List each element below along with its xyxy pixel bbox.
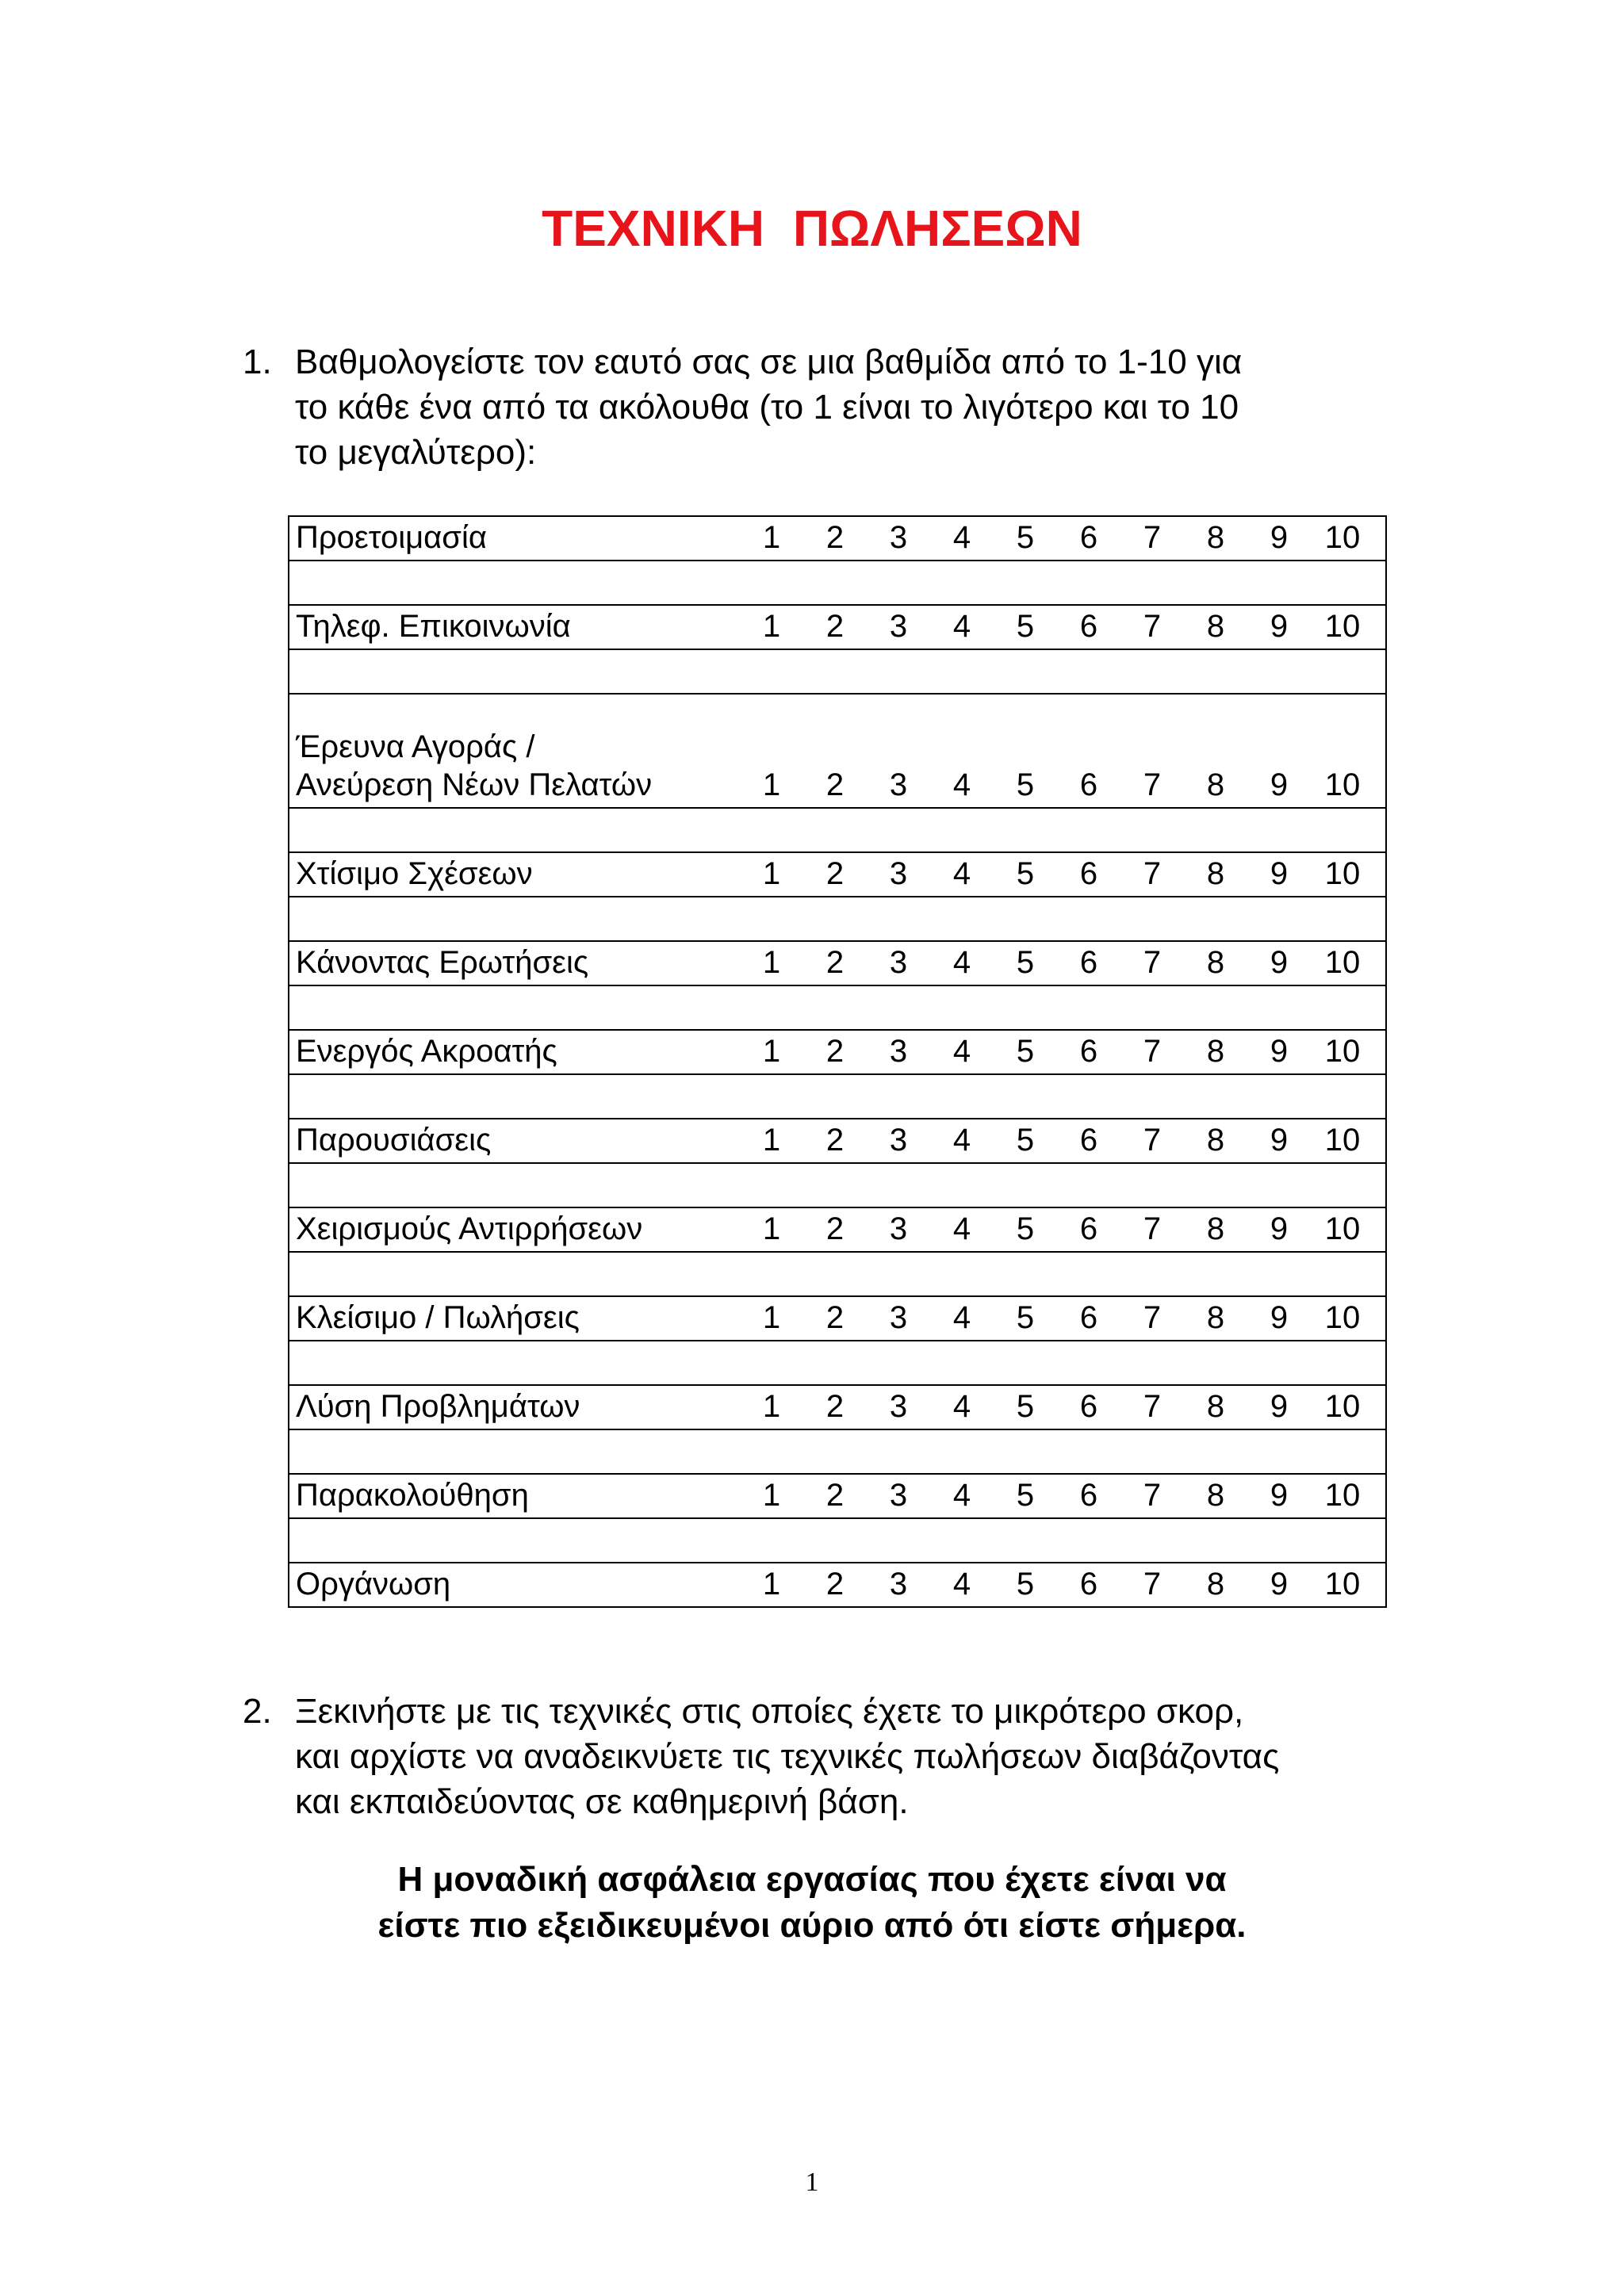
rating-option-8[interactable]: 8 <box>1206 1034 1225 1069</box>
rating-option-3[interactable]: 3 <box>889 1567 908 1601</box>
rating-option-5[interactable]: 5 <box>1016 1389 1035 1424</box>
rating-scale <box>740 943 1374 982</box>
rating-row <box>289 1030 1386 1074</box>
rating-option-2[interactable]: 2 <box>825 1211 845 1246</box>
rating-option-5[interactable]: 5 <box>1016 1211 1035 1246</box>
rating-spacer-cell <box>289 649 1386 694</box>
rating-option-6[interactable]: 6 <box>1079 609 1098 644</box>
rating-label-line: Παρακολούθηση <box>296 1478 529 1513</box>
rating-label-line: Έρευνα Αγοράς / <box>296 729 535 764</box>
rating-option-4[interactable]: 4 <box>952 1211 971 1246</box>
rating-row <box>289 1563 1386 1607</box>
question-2-line: και εκπαιδεύοντας σε καθημερινή βάση. <box>295 1782 909 1821</box>
rating-option-8[interactable]: 8 <box>1206 1389 1225 1424</box>
rating-label-line: Τηλεφ. Επικοινωνία <box>296 609 571 644</box>
rating-option-2[interactable]: 2 <box>825 1300 845 1335</box>
question-1-line: Βαθμολογείστε τον εαυτό σας σε μια βαθμίδα από το 1-10 για <box>295 342 1243 381</box>
rating-option-4[interactable]: 4 <box>952 1478 971 1513</box>
rating-option-4[interactable]: 4 <box>952 767 971 802</box>
rating-option-7[interactable]: 7 <box>1143 1389 1162 1424</box>
rating-spacer-cell <box>289 1074 1386 1119</box>
rating-option-6[interactable]: 6 <box>1079 1567 1098 1601</box>
rating-cell <box>289 1474 1386 1518</box>
rating-option-2[interactable]: 2 <box>825 609 845 644</box>
rating-label <box>289 1476 740 1514</box>
rating-label <box>289 855 740 893</box>
rating-option-10[interactable]: 10 <box>1324 609 1361 644</box>
question-1-text <box>295 339 1624 475</box>
question-1-line: το μεγαλύτερο): <box>295 433 537 472</box>
rating-row <box>289 1296 1386 1341</box>
rating-option-8[interactable]: 8 <box>1206 1478 1225 1513</box>
rating-scale <box>740 1387 1374 1425</box>
rating-label <box>289 728 740 804</box>
rating-option-8[interactable]: 8 <box>1206 945 1225 980</box>
rating-row <box>289 605 1386 649</box>
rating-option-2[interactable]: 2 <box>825 1123 845 1158</box>
rating-label-line: Κλείσιμο / Πωλήσεις <box>296 1300 580 1335</box>
rating-label <box>289 1565 740 1603</box>
rating-spacer-row <box>289 1252 1386 1296</box>
rating-spacer-cell <box>289 561 1386 605</box>
rating-row-content <box>289 517 1385 560</box>
rating-option-7[interactable]: 7 <box>1143 609 1162 644</box>
rating-row-content <box>289 1475 1385 1517</box>
rating-option-1[interactable]: 1 <box>762 609 781 644</box>
rating-spacer-cell <box>289 1252 1386 1296</box>
rating-label-line: Κάνοντας Ερωτήσεις <box>296 945 589 980</box>
rating-option-1[interactable]: 1 <box>762 1300 781 1335</box>
rating-scale <box>740 1565 1374 1603</box>
rating-option-1[interactable]: 1 <box>762 1389 781 1424</box>
rating-cell <box>289 1296 1386 1341</box>
rating-option-6[interactable]: 6 <box>1079 945 1098 980</box>
rating-option-4[interactable]: 4 <box>952 520 971 555</box>
rating-option-10[interactable]: 10 <box>1324 1300 1361 1335</box>
rating-option-8[interactable]: 8 <box>1206 609 1225 644</box>
rating-option-3[interactable]: 3 <box>889 1034 908 1069</box>
rating-row-content <box>289 1386 1385 1429</box>
rating-option-8[interactable]: 8 <box>1206 767 1225 802</box>
rating-option-5[interactable]: 5 <box>1016 1478 1035 1513</box>
rating-scale <box>740 1210 1374 1248</box>
rating-label <box>289 1032 740 1070</box>
rating-option-6[interactable]: 6 <box>1079 1123 1098 1158</box>
rating-option-9[interactable]: 9 <box>1270 1034 1289 1069</box>
rating-spacer-row <box>289 1518 1386 1563</box>
rating-option-1[interactable]: 1 <box>762 520 781 555</box>
rating-cell <box>289 941 1386 985</box>
rating-label <box>289 1387 740 1425</box>
rating-label <box>289 1121 740 1159</box>
rating-spacer-cell <box>289 1429 1386 1474</box>
rating-option-2[interactable]: 2 <box>825 856 845 891</box>
rating-row <box>289 852 1386 897</box>
rating-option-7[interactable]: 7 <box>1143 945 1162 980</box>
rating-option-1[interactable]: 1 <box>762 1123 781 1158</box>
question-2-number: 2. <box>243 1692 272 1731</box>
rating-option-9[interactable]: 9 <box>1270 856 1289 891</box>
rating-row-content <box>289 942 1385 985</box>
rating-option-5[interactable]: 5 <box>1016 1123 1035 1158</box>
closing-line: είστε πιο εξειδικευμένοι αύριο από ότι είστε σήμερα. <box>377 1906 1247 1945</box>
rating-row-content <box>289 1297 1385 1340</box>
question-1-line: το κάθε ένα από τα ακόλουθα (το 1 είναι το λιγότερο και το 10 <box>295 388 1239 427</box>
rating-option-3[interactable]: 3 <box>889 1389 908 1424</box>
rating-option-9[interactable]: 9 <box>1270 520 1289 555</box>
rating-option-8[interactable]: 8 <box>1206 1567 1225 1601</box>
rating-label-line: Οργάνωση <box>296 1567 451 1601</box>
rating-option-3[interactable]: 3 <box>889 945 908 980</box>
question-2-text <box>295 1689 1624 1824</box>
rating-option-3[interactable]: 3 <box>889 609 908 644</box>
rating-option-6[interactable]: 6 <box>1079 856 1098 891</box>
rating-row <box>289 941 1386 985</box>
rating-option-3[interactable]: 3 <box>889 856 908 891</box>
rating-option-9[interactable]: 9 <box>1270 1478 1289 1513</box>
rating-option-7[interactable]: 7 <box>1143 1300 1162 1335</box>
rating-spacer-row <box>289 561 1386 605</box>
rating-option-6[interactable]: 6 <box>1079 767 1098 802</box>
document-title: ΤΕΧΝΙΚΗ ΠΩΛΗΣΕΩΝ <box>542 200 1082 257</box>
rating-option-1[interactable]: 1 <box>762 767 781 802</box>
rating-option-7[interactable]: 7 <box>1143 856 1162 891</box>
rating-option-3[interactable]: 3 <box>889 767 908 802</box>
rating-cell <box>289 1119 1386 1163</box>
rating-option-10[interactable]: 10 <box>1324 1389 1361 1424</box>
rating-label-line: Παρουσιάσεις <box>296 1123 492 1158</box>
rating-option-10[interactable]: 10 <box>1324 856 1361 891</box>
rating-option-5[interactable]: 5 <box>1016 520 1035 555</box>
rating-option-5[interactable]: 5 <box>1016 1300 1035 1335</box>
rating-label <box>289 1210 740 1248</box>
rating-spacer-row <box>289 1074 1386 1119</box>
rating-spacer-cell <box>289 1518 1386 1563</box>
rating-option-1[interactable]: 1 <box>762 1034 781 1069</box>
closing-line: Η μοναδική ασφάλεια εργασίας που έχετε είναι να <box>397 1860 1227 1899</box>
rating-option-10[interactable]: 10 <box>1324 767 1361 802</box>
rating-scale <box>740 519 1374 557</box>
rating-spacer-cell <box>289 808 1386 852</box>
rating-scale <box>740 1121 1374 1159</box>
rating-cell <box>289 694 1386 808</box>
rating-option-9[interactable]: 9 <box>1270 1211 1289 1246</box>
rating-row-content <box>289 1031 1385 1073</box>
rating-scale <box>740 1032 1374 1070</box>
rating-cell <box>289 1030 1386 1074</box>
rating-option-6[interactable]: 6 <box>1079 1034 1098 1069</box>
rating-row <box>289 694 1386 808</box>
rating-row-content <box>289 1119 1385 1162</box>
rating-option-1[interactable]: 1 <box>762 945 781 980</box>
rating-label <box>289 943 740 982</box>
rating-spacer-row <box>289 1163 1386 1207</box>
rating-option-3[interactable]: 3 <box>889 520 908 555</box>
rating-spacer-row <box>289 1429 1386 1474</box>
rating-option-8[interactable]: 8 <box>1206 1211 1225 1246</box>
rating-row-content <box>289 853 1385 896</box>
closing-statement <box>0 1857 1624 1949</box>
rating-option-9[interactable]: 9 <box>1270 1123 1289 1158</box>
rating-option-8[interactable]: 8 <box>1206 1123 1225 1158</box>
rating-option-5[interactable]: 5 <box>1016 609 1035 644</box>
rating-option-3[interactable]: 3 <box>889 1211 908 1246</box>
rating-label-line: Λύση Προβλημάτων <box>296 1389 580 1424</box>
rating-label <box>289 519 740 557</box>
rating-option-10[interactable]: 10 <box>1324 1123 1361 1158</box>
rating-option-3[interactable]: 3 <box>889 1123 908 1158</box>
rating-option-4[interactable]: 4 <box>952 1300 971 1335</box>
rating-option-1[interactable]: 1 <box>762 1478 781 1513</box>
rating-spacer-cell <box>289 1163 1386 1207</box>
rating-option-7[interactable]: 7 <box>1143 520 1162 555</box>
rating-label-line: Ανεύρεση Νέων Πελατών <box>296 767 653 802</box>
rating-row-content <box>289 1208 1385 1251</box>
rating-row-content <box>289 695 1385 807</box>
rating-option-9[interactable]: 9 <box>1270 1567 1289 1601</box>
rating-cell <box>289 1207 1386 1252</box>
rating-scale <box>740 855 1374 893</box>
rating-option-10[interactable]: 10 <box>1324 1211 1361 1246</box>
rating-option-7[interactable]: 7 <box>1143 1567 1162 1601</box>
rating-option-9[interactable]: 9 <box>1270 1300 1289 1335</box>
rating-option-6[interactable]: 6 <box>1079 1478 1098 1513</box>
rating-option-5[interactable]: 5 <box>1016 945 1035 980</box>
rating-option-1[interactable]: 1 <box>762 1211 781 1246</box>
rating-option-7[interactable]: 7 <box>1143 767 1162 802</box>
rating-scale <box>740 1476 1374 1514</box>
rating-option-8[interactable]: 8 <box>1206 1300 1225 1335</box>
rating-option-6[interactable]: 6 <box>1079 1211 1098 1246</box>
rating-option-2[interactable]: 2 <box>825 945 845 980</box>
rating-option-10[interactable]: 10 <box>1324 1567 1361 1601</box>
rating-option-10[interactable]: 10 <box>1324 1034 1361 1069</box>
rating-option-8[interactable]: 8 <box>1206 856 1225 891</box>
rating-option-6[interactable]: 6 <box>1079 520 1098 555</box>
rating-option-9[interactable]: 9 <box>1270 1389 1289 1424</box>
rating-option-9[interactable]: 9 <box>1270 609 1289 644</box>
rating-row <box>289 1385 1386 1429</box>
ratings-table <box>288 515 1387 1608</box>
rating-option-9[interactable]: 9 <box>1270 945 1289 980</box>
rating-option-5[interactable]: 5 <box>1016 856 1035 891</box>
rating-row-content <box>289 1563 1385 1606</box>
rating-option-2[interactable]: 2 <box>825 1389 845 1424</box>
rating-row <box>289 516 1386 561</box>
rating-option-1[interactable]: 1 <box>762 856 781 891</box>
rating-scale <box>740 607 1374 645</box>
question-1-number: 1. <box>243 342 272 381</box>
rating-option-2[interactable]: 2 <box>825 1034 845 1069</box>
rating-scale <box>740 1299 1374 1337</box>
page-number: 1 <box>805 2168 819 2197</box>
rating-option-4[interactable]: 4 <box>952 856 971 891</box>
rating-option-5[interactable]: 5 <box>1016 1567 1035 1601</box>
rating-row <box>289 1207 1386 1252</box>
rating-option-3[interactable]: 3 <box>889 1478 908 1513</box>
rating-label <box>289 607 740 645</box>
rating-row-content <box>289 606 1385 649</box>
rating-cell <box>289 516 1386 561</box>
rating-label-line: Χτίσιμο Σχέσεων <box>296 856 533 891</box>
rating-spacer-row <box>289 897 1386 941</box>
rating-cell <box>289 605 1386 649</box>
rating-scale <box>740 766 1374 804</box>
rating-option-10[interactable]: 10 <box>1324 520 1361 555</box>
rating-option-2[interactable]: 2 <box>825 520 845 555</box>
question-2-line: και αρχίστε να αναδεικνύετε τις τεχνικές πωλήσεων διαβάζοντας <box>295 1737 1280 1776</box>
rating-spacer-row <box>289 985 1386 1030</box>
rating-option-6[interactable]: 6 <box>1079 1389 1098 1424</box>
rating-option-4[interactable]: 4 <box>952 1389 971 1424</box>
rating-option-4[interactable]: 4 <box>952 609 971 644</box>
rating-option-2[interactable]: 2 <box>825 767 845 802</box>
rating-spacer-row <box>289 808 1386 852</box>
rating-option-5[interactable]: 5 <box>1016 1034 1035 1069</box>
rating-spacer-row <box>289 1341 1386 1385</box>
rating-label <box>289 1299 740 1337</box>
rating-option-2[interactable]: 2 <box>825 1567 845 1601</box>
question-2-line: Ξεκινήστε με τις τεχνικές στις οποίες έχετε το μικρότερο σκορ, <box>295 1692 1244 1731</box>
rating-row <box>289 1119 1386 1163</box>
rating-option-7[interactable]: 7 <box>1143 1034 1162 1069</box>
rating-option-10[interactable]: 10 <box>1324 1478 1361 1513</box>
rating-option-10[interactable]: 10 <box>1324 945 1361 980</box>
rating-option-4[interactable]: 4 <box>952 1123 971 1158</box>
rating-spacer-row <box>289 649 1386 694</box>
rating-option-4[interactable]: 4 <box>952 945 971 980</box>
rating-option-7[interactable]: 7 <box>1143 1123 1162 1158</box>
rating-option-9[interactable]: 9 <box>1270 767 1289 802</box>
rating-option-7[interactable]: 7 <box>1143 1211 1162 1246</box>
rating-option-6[interactable]: 6 <box>1079 1300 1098 1335</box>
rating-option-4[interactable]: 4 <box>952 1034 971 1069</box>
rating-spacer-cell <box>289 897 1386 941</box>
rating-option-4[interactable]: 4 <box>952 1567 971 1601</box>
rating-spacer-cell <box>289 985 1386 1030</box>
rating-option-7[interactable]: 7 <box>1143 1478 1162 1513</box>
rating-label-line: Προετοιμασία <box>296 520 487 555</box>
rating-label-line: Ενεργός Ακροατής <box>296 1034 557 1069</box>
rating-option-3[interactable]: 3 <box>889 1300 908 1335</box>
rating-cell <box>289 1385 1386 1429</box>
rating-label-line: Χειρισμούς Αντιρρήσεων <box>296 1211 643 1246</box>
rating-cell <box>289 852 1386 897</box>
rating-row <box>289 1474 1386 1518</box>
rating-option-1[interactable]: 1 <box>762 1567 781 1601</box>
rating-cell <box>289 1563 1386 1607</box>
rating-option-2[interactable]: 2 <box>825 1478 845 1513</box>
rating-option-5[interactable]: 5 <box>1016 767 1035 802</box>
rating-spacer-cell <box>289 1341 1386 1385</box>
rating-option-8[interactable]: 8 <box>1206 520 1225 555</box>
